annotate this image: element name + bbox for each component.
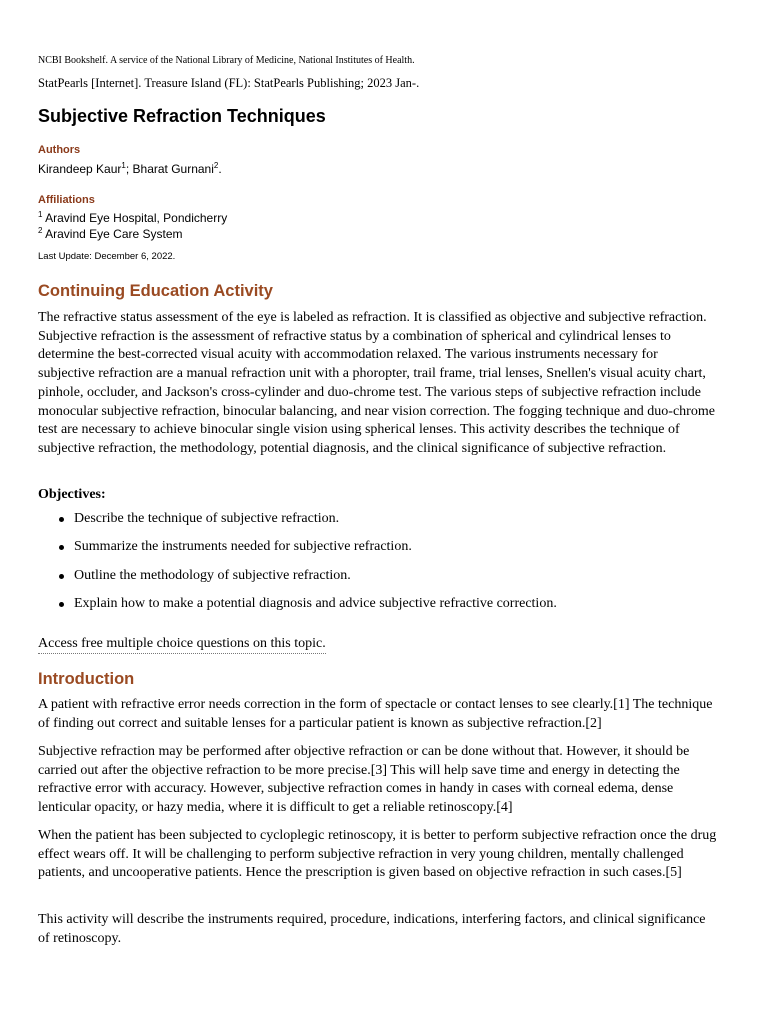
affiliation-number: 1 [38,210,43,219]
authors-list [38,162,222,176]
list-item: Explain how to make a potential diagnosis and advice subjective refractive correction. [38,595,718,623]
author-separator: ; [125,162,133,176]
affiliation-item [38,227,183,241]
list-item: Describe the technique of subjective refraction. [38,510,718,538]
last-update: Last Update: December 6, 2022. [38,251,176,262]
affiliation-text: Aravind Eye Care System [42,227,183,241]
author-name[interactable]: Kirandeep Kaur [38,162,122,176]
author-separator: . [218,162,222,176]
affiliation-item [38,211,227,225]
ce-paragraph: The refractive status assessment of the eye is labeled as refraction. It is classified as objective and subjective refraction. Subjective refraction is the assessment of refractive status by a combination of spherical and cylindrical lenses to determine the best-corrected visual acuity with accommodation relaxed. The various instruments necessary for subjective refraction are a manual refraction unit with a phoropter, trail frame, trial lenses, Snellen's visual acuity chart, pinhole, occluder, and Jackson's cross-cylinder and duo-chrome test. The various steps of subjective refraction include monocular subjective refraction, binocular balancing, and near vision correction. The fogging technique and duo-chrome test are necessary to achieve binocular single vision using spherical lenses. This activity describes the technique of subjective refraction, the methodology, potential diagnosis, and the clinical significance of subjective refraction. [38,310,715,456]
objectives-label: Objectives: [38,487,106,502]
affiliations-label: Affiliations [38,194,95,206]
page-title: Subjective Refraction Techniques [38,106,326,126]
list-item: Outline the methodology of subjective refraction. [38,567,718,595]
author-affiliation-ref: 2 [213,161,219,170]
author-name[interactable]: Bharat Gurnani [132,162,214,176]
affiliation-text: Aravind Eye Hospital, Pondicherry [42,211,228,225]
section-heading-continuing-education: Continuing Education Activity [38,282,273,300]
author-affiliation-ref: 1 [121,161,126,170]
intro-paragraph: Subjective refraction may be performed after objective refraction or can be done without that. However, it should be carried out after the objective refraction to be more precise.[3] This will help save time and energy in detecting the refractive error with accuracy. However, subjective refraction comes in handy in cases with corneal edema, dense lenticular opacity, or hazy media, where it is difficult to get a reliable retinoscopy.[4] [38,744,690,816]
mcq-access-link[interactable]: Access free multiple choice questions on this topic. [38,636,326,654]
affiliation-number: 2 [38,226,43,235]
intro-paragraph: When the patient has been subjected to cycloplegic retinoscopy, it is better to perform subjective refraction once the drug effect wears off. It will be challenging to perform subjective refraction in very young children, mentally challenged patients, and uncooperative patients. Hence the prescription is given based on objective refraction in such cases.[5] [38,828,717,881]
section-heading-introduction: Introduction [38,670,135,688]
authors-label: Authors [38,144,81,156]
ncbi-service-line: NCBI Bookshelf. A service of the National Library of Medicine, National Institutes of Health. [38,55,415,66]
intro-paragraph: This activity will describe the instruments required, procedure, indications, interfering factors, and clinical significance of retinoscopy. [38,912,706,946]
citation-line: StatPearls [Internet]. Treasure Island (FL): StatPearls Publishing; 2023 Jan-. [38,76,420,90]
intro-paragraph: A patient with refractive error needs correction in the form of spectacle or contact lenses to see clearly.[1] The technique of finding out correct and suitable lenses for a particular patient is known as subjective refraction.[2] [38,697,713,731]
list-item: Summarize the instruments needed for subjective refraction. [38,538,718,566]
objectives-list [38,510,718,623]
